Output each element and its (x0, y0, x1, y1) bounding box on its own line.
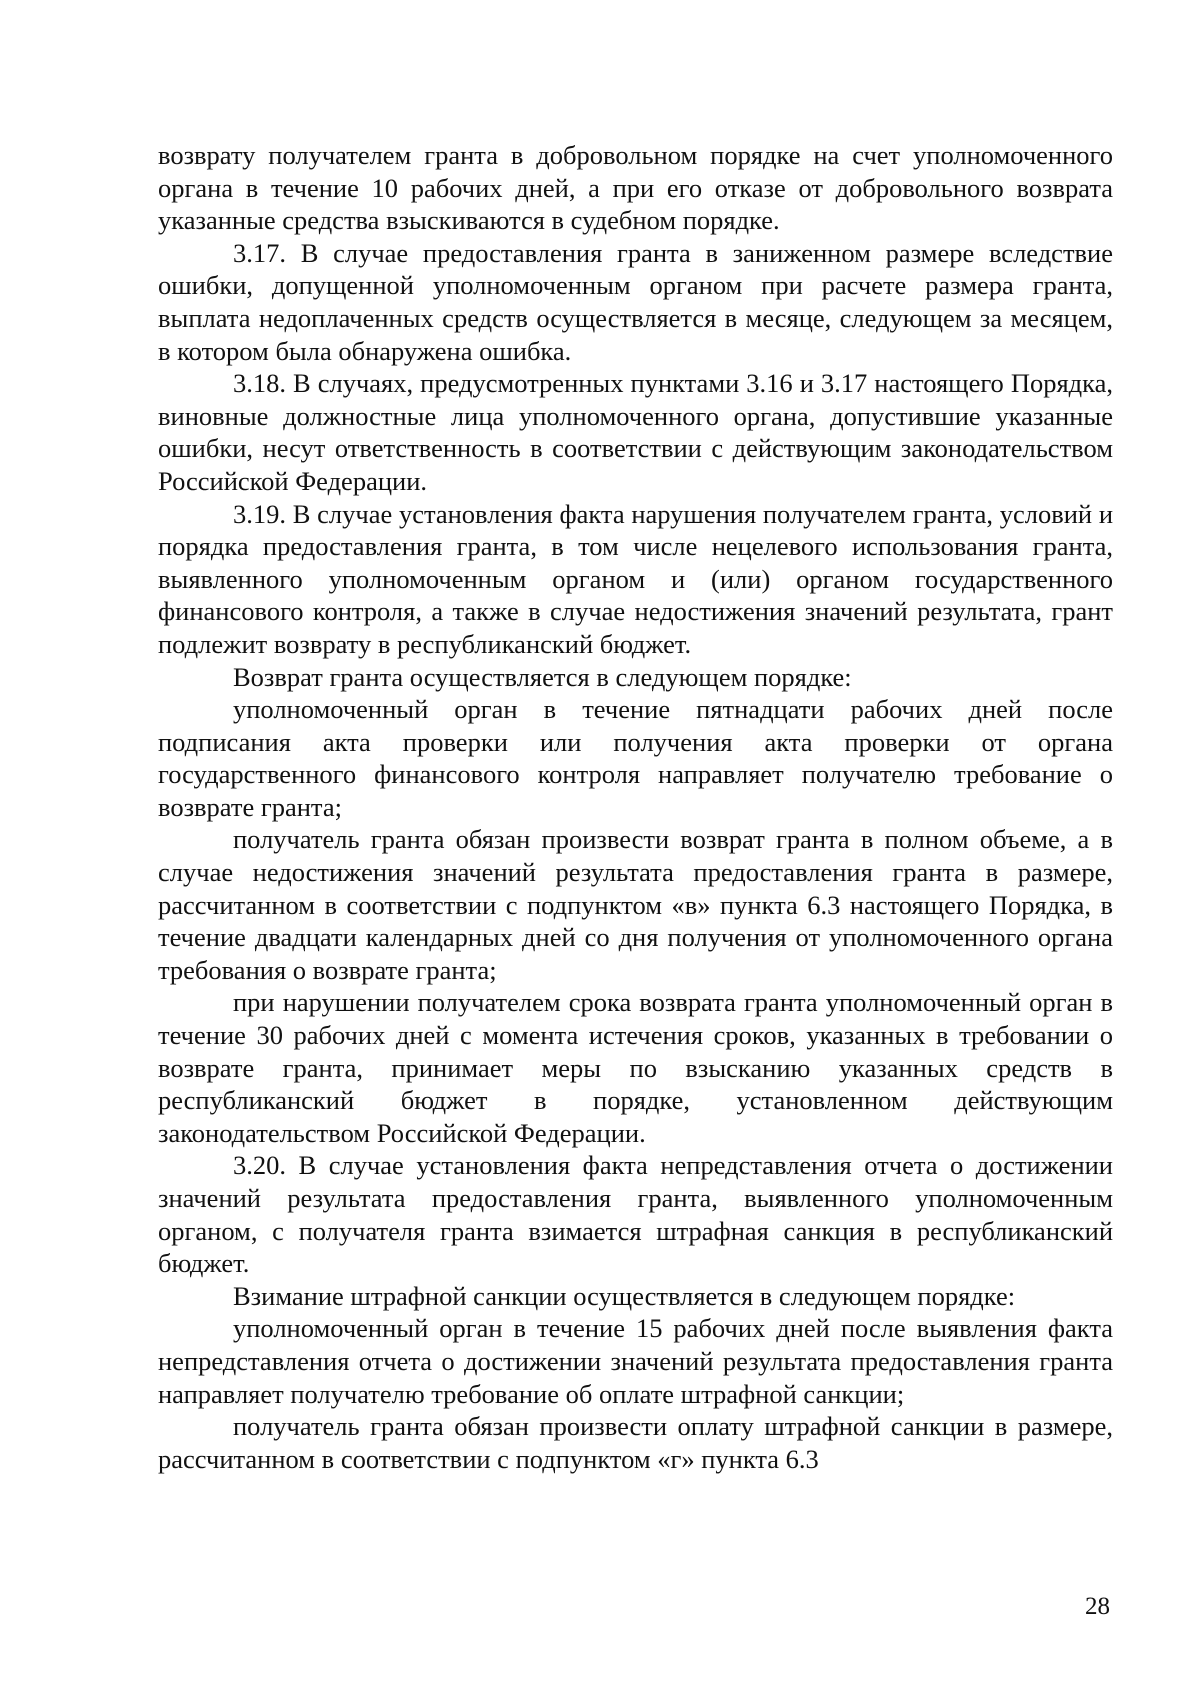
paragraph-recipient-obliged-return: получатель гранта обязан произвести возврат гранта в полном объеме, а в случае недостижения значений результата предоставления гранта в размере, рассчитанном в соответствии с подпунктом «в» пункта 6.3 настоящего Порядка, в течение двадцати календарных дней со дня получения от уполномоченного органа требования о возврате гранта; (158, 824, 1113, 985)
paragraph-3-17: 3.17. В случае предоставления гранта в заниженном размере вследствие ошибки, допущенной уполномоченным органом при расчете размера гранта, выплата недоплаченных средств осуществляется в месяце, следующем за месяцем, в котором была обнаружена ошибка. (158, 237, 1113, 366)
page-number: 28 (1085, 1593, 1110, 1620)
paragraph-penalty-order: Взимание штрафной санкции осуществляется в следующем порядке: (233, 1280, 1016, 1311)
paragraph-return-order: Возврат гранта осуществляется в следующем порядке: (233, 661, 852, 692)
paragraph-authority-fifteen-days: уполномоченный орган в течение пятнадцати рабочих дней после подписания акта проверки или получения акта проверки от органа государственного финансового контроля направляет получателю требование о возврате гранта; (158, 694, 1113, 822)
paragraph-authority-fifteen-working-days: уполномоченный орган в течение 15 рабочих дней после выявления факта непредставления отчета о достижении значений результата предоставления гранта направляет получателю требование об оплате штрафной санкции; (158, 1313, 1113, 1409)
paragraph-3-18: 3.18. В случаях, предусмотренных пунктами 3.16 и 3.17 настоящего Порядка, виновные должностные лица уполномоченного органа, допустившие указанные ошибки, несут ответственность в соответствии с действующим законодательством Российской Федерации. (158, 368, 1113, 496)
paragraph-recipient-obliged-penalty: получатель гранта обязан произвести оплату штрафной санкции в размере, рассчитанном в соответствии с подпунктом «г» пункта 6.3 (158, 1411, 1113, 1474)
paragraph-3-20: 3.20. В случае установления факта непредставления отчета о достижении значений результата предоставления гранта, выявленного уполномоченным органом, с получателя гранта взимается штрафная санкция в республиканский бюджет. (158, 1150, 1113, 1279)
paragraph-3-19: 3.19. В случае установления факта нарушения получателем гранта, условий и порядка предоставления гранта, в том числе нецелевого использования гранта, выявленного уполномоченным органом и (или) органом государственного финансового контроля, а также в случае недостижения значений результата, грант подлежит возврату в республиканский бюджет. (158, 498, 1113, 659)
document-body (158, 139, 1113, 1475)
paragraph-violation-term: при нарушении получателем срока возврата гранта уполномоченный орган в течение 30 рабочих дней с момента истечения сроков, указанных в требовании о возврате гранта, принимает меры по взысканию указанных средств в республиканский бюджет в порядке, установленном действующим законодательством Российской Федерации. (158, 987, 1113, 1148)
paragraph-1: возврату получателем гранта в добровольном порядке на счет уполномоченного органа в течение 10 рабочих дней, а при его отказе от добровольного возврата указанные средства взыскиваются в судебном порядке. (158, 140, 1113, 236)
